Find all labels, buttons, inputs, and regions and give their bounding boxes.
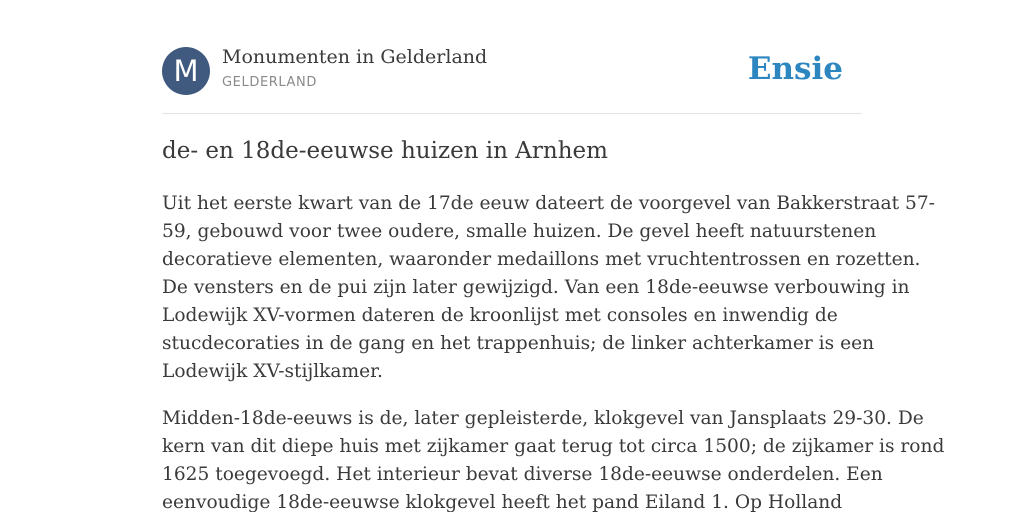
text-line: Lodewijk XV-stijlkamer. (162, 361, 383, 382)
text-line: 1625 toegevoegd. Het interieur bevat diverse 18de-eeuwse onderdelen. Een (162, 464, 883, 485)
article-body (162, 190, 945, 512)
text-line: Midden-18de-eeuws is de, later gepleisterde, klokgevel van Jansplaats 29-30. De (162, 408, 924, 429)
source-title[interactable]: Monumenten in Gelderland (222, 46, 488, 68)
text-line: eenvoudige 18de-eeuwse klokgevel heeft het pand Eiland 1. Op Holland (162, 492, 843, 512)
source-header (162, 46, 862, 96)
text-line: De vensters en de pui zijn later gewijzigd. Van een 18de-eeuwse verbouwing in (162, 277, 910, 298)
text-line: Uit het eerste kwart van de 17de eeuw dateert de voorgevel van Bakkerstraat 57- (162, 193, 935, 214)
ensie-logo[interactable]: Ensie (747, 51, 843, 87)
text-line: 59, gebouwd voor twee oudere, smalle huizen. De gevel heeft natuurstenen (162, 221, 877, 242)
text-line: Lodewijk XV-vormen dateren de kroonlijst met consoles en inwendig de (162, 305, 838, 326)
page-title: de- en 18de-eeuwse huizen in Arnhem (162, 138, 608, 164)
header-divider (162, 113, 862, 114)
text-line: stucdecoraties in de gang en het trappenhuis; de linker achterkamer is een (162, 333, 875, 354)
avatar[interactable]: M (162, 47, 210, 95)
text-line: kern van dit diepe huis met zijkamer gaat terug tot circa 1500; de zijkamer is rond (162, 436, 945, 457)
paragraph (162, 405, 945, 512)
paragraph (162, 190, 935, 386)
source-subtitle[interactable]: GELDERLAND (222, 75, 317, 90)
text-line: decoratieve elementen, waaronder medaillons met vruchtentrossen en rozetten. (162, 249, 921, 270)
